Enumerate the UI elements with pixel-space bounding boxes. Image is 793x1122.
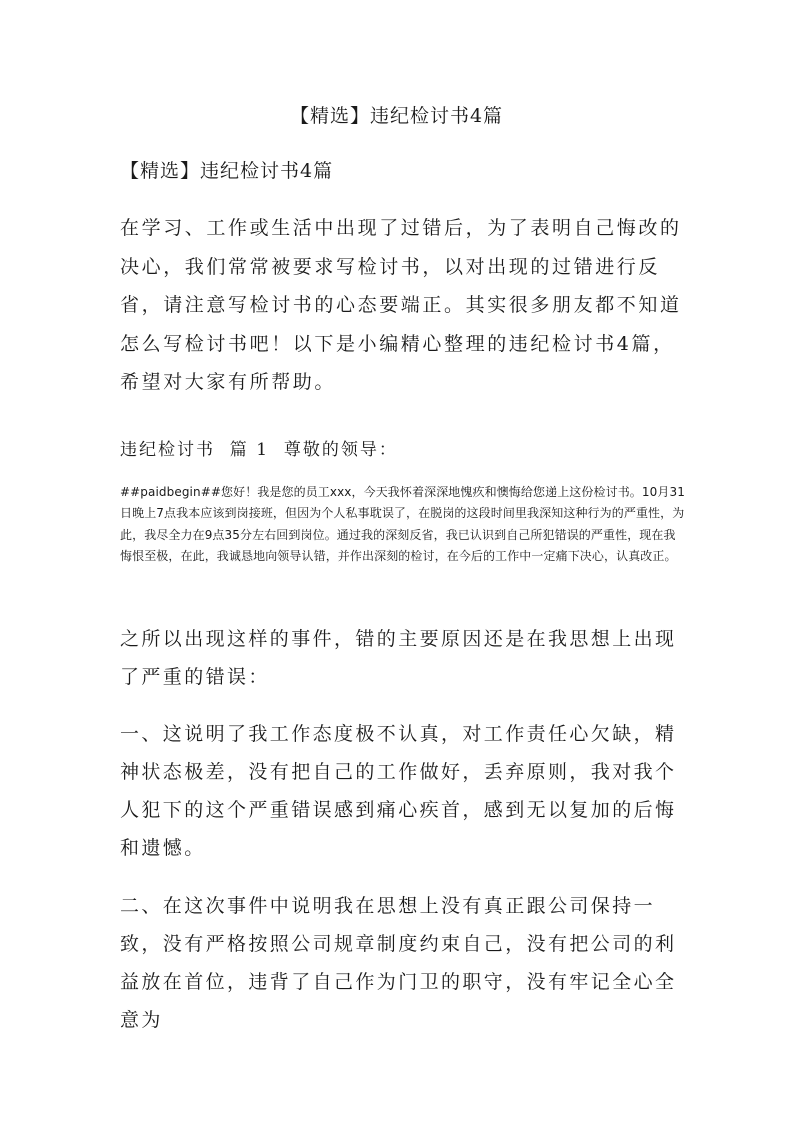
point-two-paragraph: 二、在这次事件中说明我在思想上没有真正跟公司保持一致，没有严格按照公司规章制度约束自己，没有把公司的利益放在首位，违背了自己作为门卫的职守，没有牢记全心全意为 [120, 895, 677, 1031]
intro-paragraph: 在学习、工作或生活中出现了过错后，为了表明自己悔改的决心，我们常常被要求写检讨书，以对出现的过错进行反省，请注意写检讨书的心态要端正。其实很多朋友都不知道怎么写检讨书吧！以下是小编精心整理的违纪检讨书4篇，希望对大家有所帮助。 [120, 217, 682, 393]
point-one-paragraph: 一、这说明了我工作态度极不认真，对工作责任心欠缺，精神状态极差，没有把自己的工作做好，丢弃原则，我对我个人犯下的这个严重错误感到痛心疾首，感到无以复加的后悔和遗憾。 [120, 723, 677, 859]
cause-paragraph: 之所以出现这样的事件，错的主要原因还是在我思想上出现了严重的错误： [120, 628, 677, 688]
document-subtitle: 【精选】违纪检讨书4篇 [120, 160, 334, 182]
section-heading: 违纪检讨书 篇 1 尊敬的领导： [120, 440, 398, 460]
document-title: 【精选】违纪检讨书4篇 [289, 105, 504, 127]
letter-opening-paragraph: ##paidbegin##您好！我是您的员工xxx，今天我怀着深深地愧疚和懊悔给您递上这份检讨书。10月31日晚上7点我本应该到岗接班，但因为个人私事耽误了，在脱岗的这段时间里我深知这种行为的严重性，为此，我尽全力在9点35分左右回到岗位。通过我的深刻反省，我已认识到自己所犯错误的严重性，现在我悔恨至极，在此，我诚恳地向领导认错，并作出深刻的检讨，在今后的工作中一定痛下决心，认真改正。 [120, 485, 685, 564]
